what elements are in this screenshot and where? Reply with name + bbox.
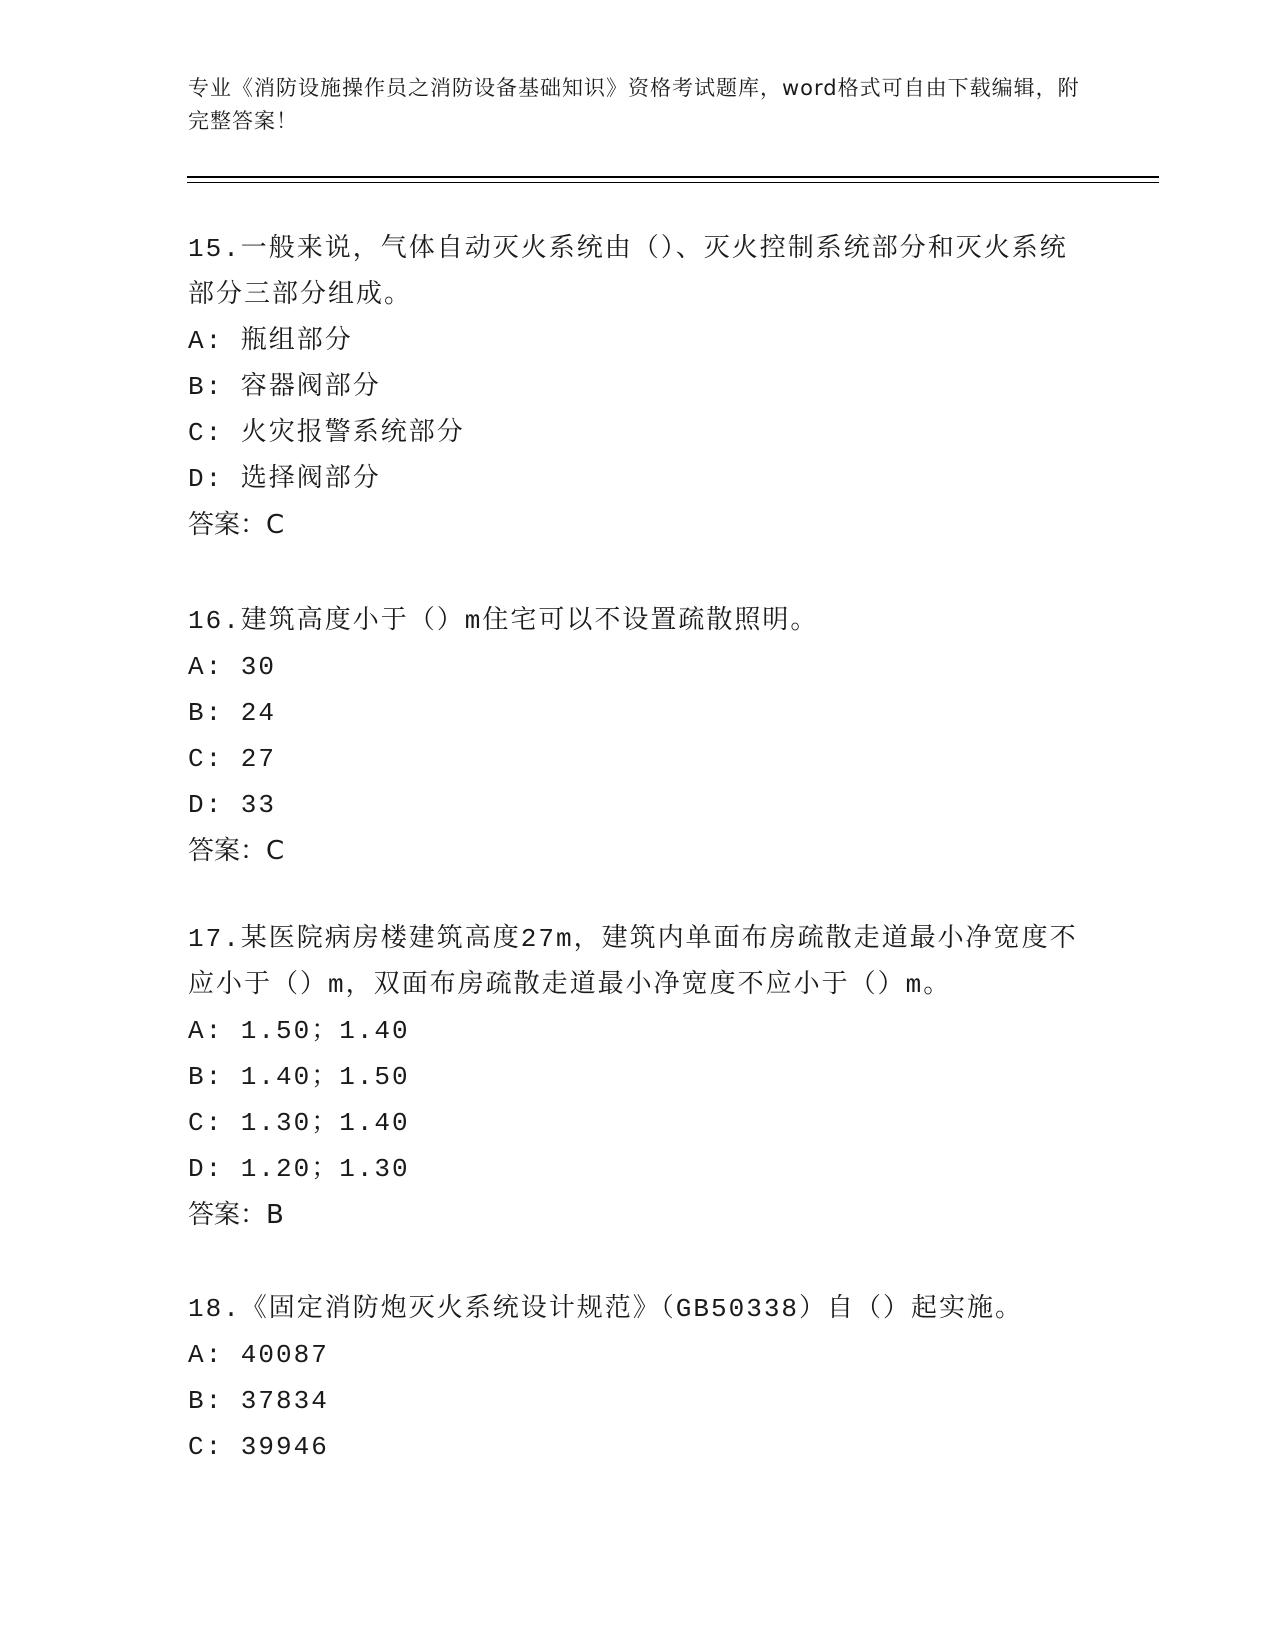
option-c: C: 39946	[188, 1432, 329, 1462]
option-b: B: 24	[188, 698, 277, 728]
option-c: C: 火灾报警系统部分	[188, 418, 465, 448]
answer-line: 答案：C	[188, 510, 285, 540]
option-c: C: 27	[188, 744, 277, 774]
option-a: A: 瓶组部分	[188, 326, 353, 356]
option-a: A: 40087	[188, 1340, 329, 1370]
header-text: 专业《消防设施操作员之消防设备基础知识》资格考试题库，word格式可自由下载编辑，附完整答案！	[188, 76, 1080, 133]
header-divider-thin	[187, 182, 1159, 183]
question-18	[188, 1286, 1088, 1470]
answer-line: 答案：B	[188, 1200, 284, 1230]
option-d: D: 选择阀部分	[188, 464, 381, 494]
option-b: B: 37834	[188, 1386, 329, 1416]
question-17	[188, 916, 1088, 1238]
question-stem: 18.《固定消防炮灭火系统设计规范》（GB50338）自（）起实施。	[188, 1294, 1024, 1324]
option-c: C: 1.30；1.40	[188, 1108, 410, 1138]
option-a: A: 1.50；1.40	[188, 1016, 410, 1046]
question-15	[188, 226, 1088, 548]
option-d: D: 1.20；1.30	[188, 1154, 410, 1184]
question-16	[188, 598, 1088, 874]
header-divider-thick	[187, 176, 1159, 178]
document-header	[188, 72, 1088, 138]
option-b: B: 1.40；1.50	[188, 1062, 410, 1092]
question-stem: 16.建筑高度小于（）m住宅可以不设置疏散照明。	[188, 606, 819, 636]
question-stem: 15.一般来说，气体自动灭火系统由（）、灭火控制系统部分和灭火系统部分三部分组成。	[188, 234, 1068, 310]
option-d: D: 33	[188, 790, 277, 820]
question-stem: 17.某医院病房楼建筑高度27m，建筑内单面布房疏散走道最小净宽度不应小于（）m，双面布房疏散走道最小净宽度不应小于（）m。	[188, 924, 1078, 1000]
option-b: B: 容器阀部分	[188, 372, 381, 402]
option-a: A: 30	[188, 652, 277, 682]
answer-line: 答案：C	[188, 836, 285, 866]
